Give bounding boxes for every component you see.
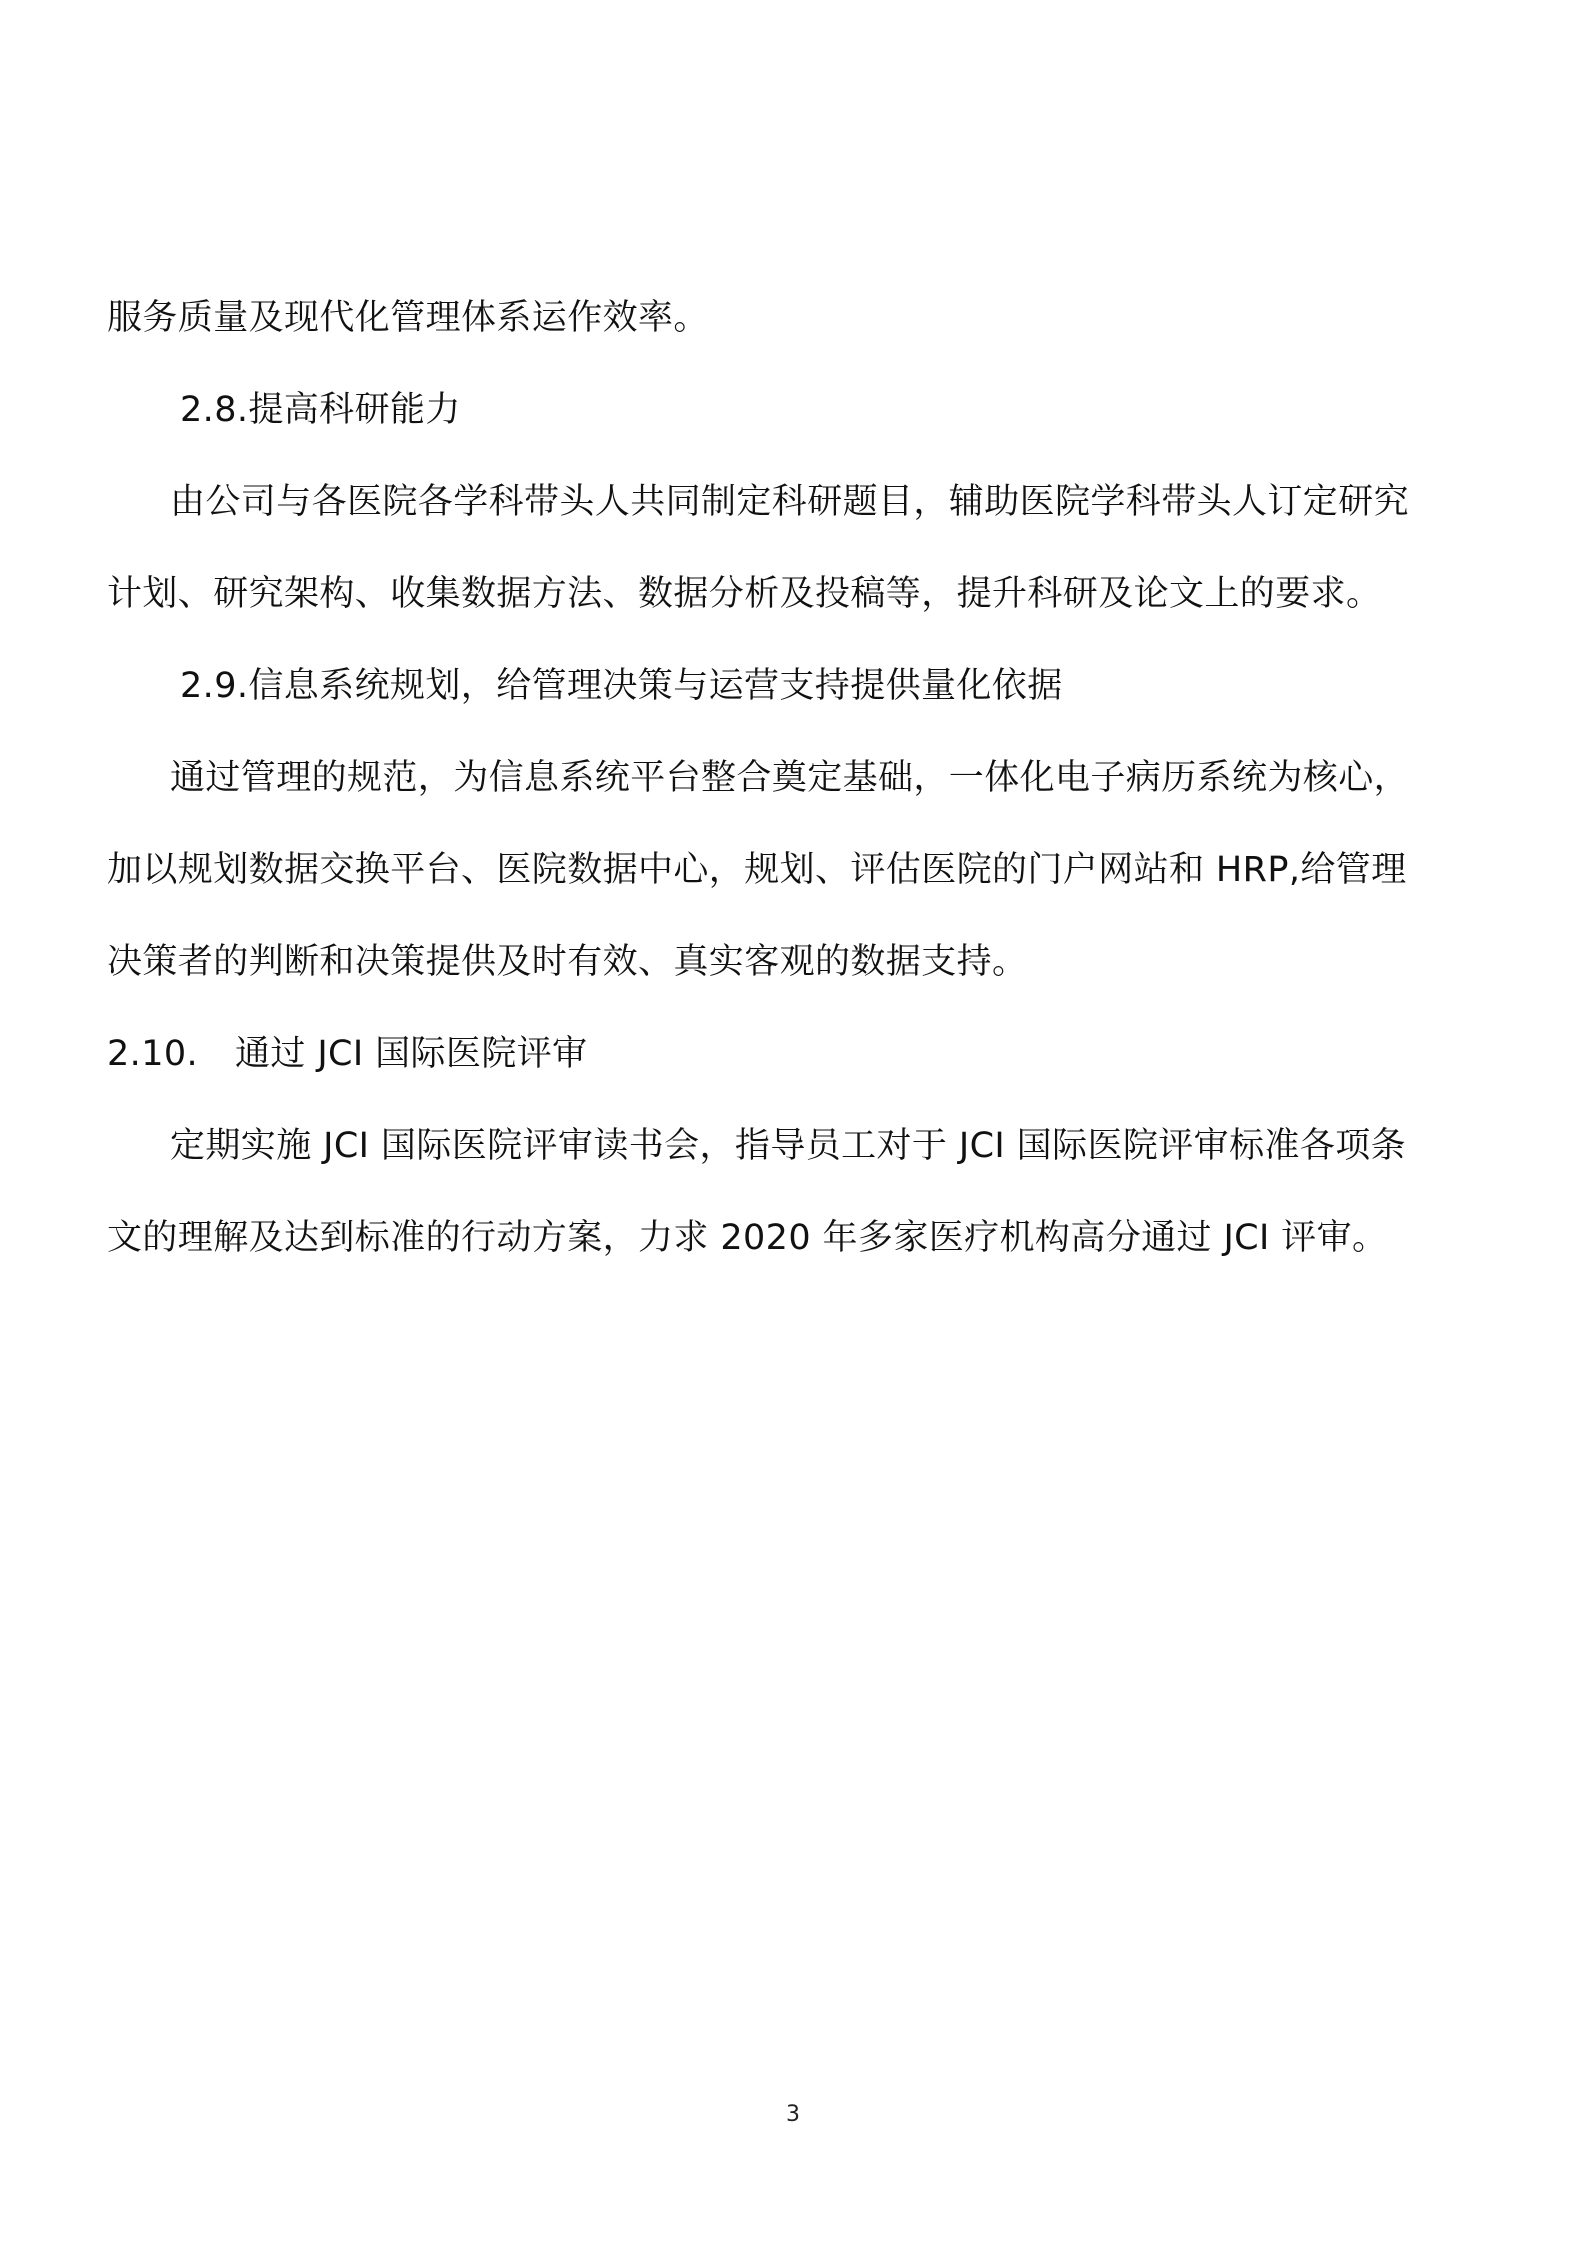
section-title: 通过 JCI 国际医院评审 xyxy=(235,1034,588,1074)
section-heading-2-8: 2.8.提高科研能力 xyxy=(180,390,461,430)
paragraph-line: 计划、研究架构、收集数据方法、数据分析及投稿等，提升科研及论文上的要求。 xyxy=(107,574,1382,614)
paragraph-line: 定期实施 JCI 国际医院评审读书会，指导员工对于 JCI 国际医院评审标准各项条 xyxy=(170,1126,1407,1166)
page-number: 3 xyxy=(786,2102,800,2127)
paragraph-line: 文的理解及达到标准的行动方案，力求 2020 年多家医疗机构高分通过 JCI 评审。 xyxy=(107,1218,1388,1258)
paragraph-line: 加以规划数据交换平台、医院数据中心，规划、评估医院的门户网站和 HRP,给管理 xyxy=(107,850,1407,890)
paragraph-line: 通过管理的规范，为信息系统平台整合奠定基础，一体化电子病历系统为核心， xyxy=(170,758,1410,798)
paragraph-line: 服务质量及现代化管理体系运作效率。 xyxy=(107,298,709,338)
paragraph-line: 决策者的判断和决策提供及时有效、真实客观的数据支持。 xyxy=(107,942,1028,982)
section-heading-2-10 xyxy=(107,1032,1486,1076)
section-number: 2.10. xyxy=(107,1034,199,1074)
paragraph-line: 由公司与各医院各学科带头人共同制定科研题目，辅助医院学科带头人订定研究 xyxy=(170,482,1410,522)
section-heading-2-9: 2.9.信息系统规划，给管理决策与运营支持提供量化依据 xyxy=(180,666,1063,706)
